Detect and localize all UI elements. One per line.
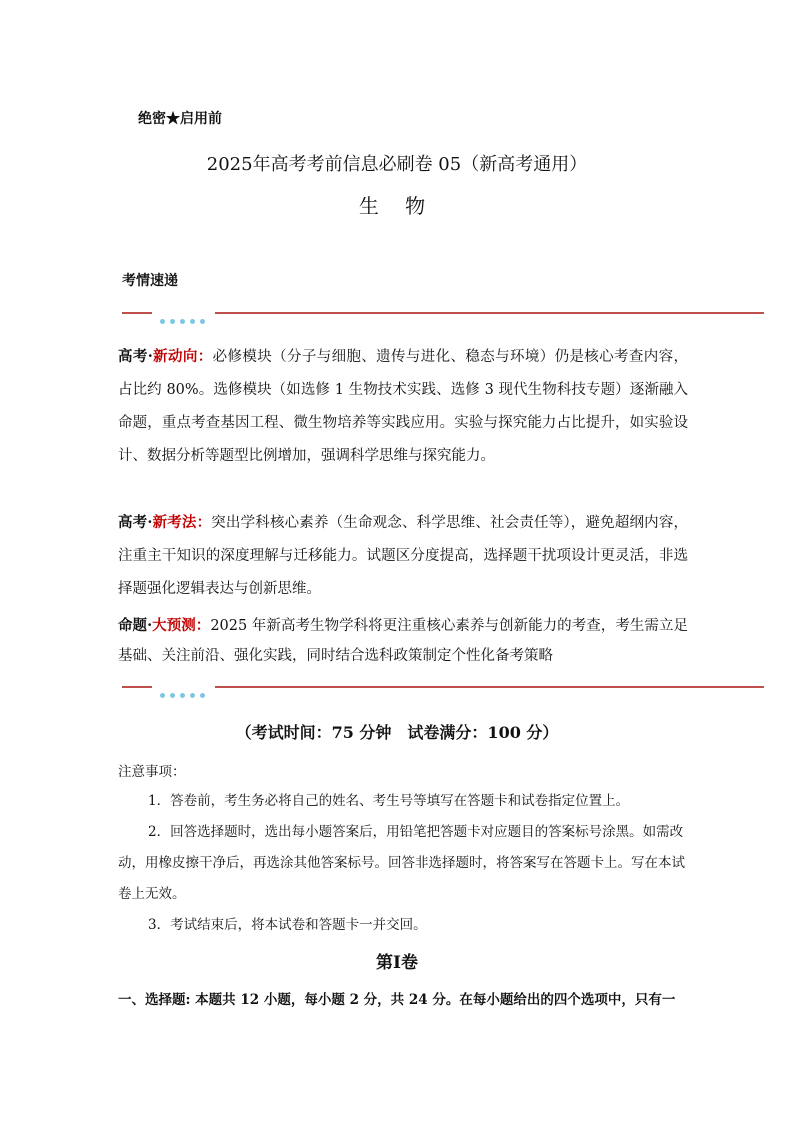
item-text: 必修模块（分子与细胞、遗传与进化、稳态与环境）仍是核心考查内容，占比约 80%。选修模块（如选修 1 生物技术实践、选修 3 现代生物科技专题）逐渐融入命题，重点考查基因工程、微生物培养等实践应用。实验与探究能力占比提升，如实验设计、数据分析等题型比例增加，强调科学思维与探究能力。 xyxy=(118,349,689,464)
overview-item-method xyxy=(118,506,688,606)
question-section-heading: 一、选择题: 本题共 12 小题，每小题 2 分，共 24 分。在每小题给出的四个选项中，只有一 xyxy=(118,992,676,1008)
note-item: 2．回答选择题时，选出每小题答案后，用铅笔把答题卡对应题目的答案标号涂黑。如需改动，用橡皮擦干净后，再选涂其他答案标号。回答非选择题时，将答案写在答题卡上。写在本试卷上无效。 xyxy=(118,824,685,902)
item-highlight: 新动向 xyxy=(152,348,198,365)
divider-line xyxy=(215,686,764,688)
exam-time-info: （考试时间：75 分钟 试卷满分：100 分） xyxy=(235,723,559,742)
part-title: 第Ⅰ卷 xyxy=(376,953,418,973)
item-colon: ： xyxy=(195,617,211,634)
item-text: 2025 年新高考生物学科将更注重核心素养与创新能力的考查，考生需立足基础、关注前沿、强化实践，同时结合选科政策制定个性化备考策略 xyxy=(118,618,688,664)
divider-bottom xyxy=(122,682,764,692)
subject-title: 生 物 xyxy=(358,194,436,218)
note-item: 1．答卷前，考生务必将自己的姓名、考生号等填写在答题卡和试卷指定位置上。 xyxy=(148,793,630,809)
notes-heading: 注意事项： xyxy=(118,764,186,780)
item-label: 命题· xyxy=(118,617,153,634)
item-label: 高考· xyxy=(118,514,153,531)
item-colon: ： xyxy=(197,348,213,365)
divider-line xyxy=(215,312,764,314)
item-highlight: 大预测 xyxy=(152,617,196,634)
item-label: 高考· xyxy=(118,348,153,365)
divider-dots xyxy=(160,309,210,328)
divider-line xyxy=(122,312,152,314)
overview-heading: 考情速递 xyxy=(122,273,178,289)
divider-dots xyxy=(160,683,210,702)
item-colon: ： xyxy=(196,514,212,531)
item-text: 突出学科核心素养（生命观念、科学思维、社会责任等），避免超纲内容，注重主干知识的深度理解与迁移能力。试题区分度提高，选择题干扰项设计更灵活，非选择题强化逻辑表达与创新思维。 xyxy=(118,515,688,597)
confidential-label: 绝密★启用前 xyxy=(138,111,222,127)
overview-item-prediction xyxy=(118,611,688,671)
exam-title: 2025年高考考前信息必刷卷 05（新高考通用） xyxy=(206,154,588,175)
note-item: 3．考试结束后，将本试卷和答题卡一并交回。 xyxy=(148,917,427,933)
overview-item-trend xyxy=(118,340,688,473)
item-highlight: 新考法 xyxy=(152,514,197,531)
divider-top xyxy=(122,308,764,318)
divider-line xyxy=(122,686,152,688)
